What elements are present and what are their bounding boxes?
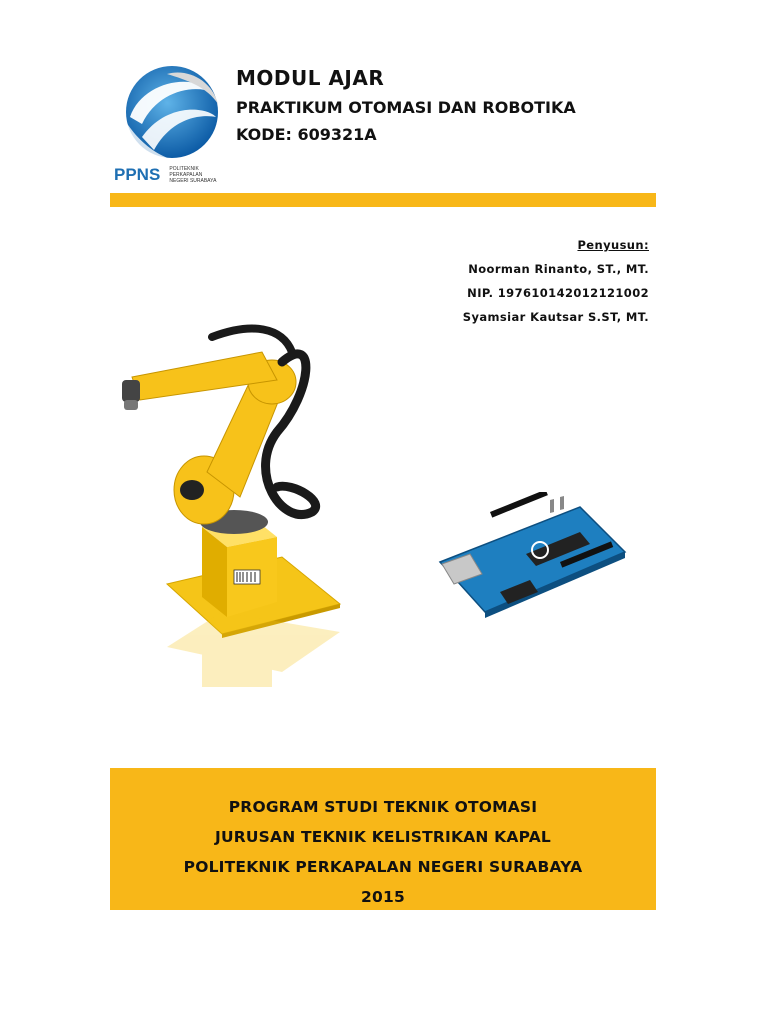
logo-subtitle-3: NEGERI SURABAYA [169,178,217,184]
footer-line-2: JURUSAN TEKNIK KELISTRIKAN KAPAL [215,828,551,846]
logo-brand: PPNS [114,165,161,184]
footer-line-3: POLITEKNIK PERKAPALAN NEGERI SURABAYA [183,858,583,876]
module-title: MODUL AJAR [236,66,385,90]
footer-year: 2015 [361,888,405,906]
logo-text [114,165,216,185]
authors-block [463,233,649,329]
logo-subtitle-1: POLITEKNIK [169,166,199,172]
logo-subtitle-2: PERKAPALAN [169,172,203,178]
arduino-board-icon [430,492,630,632]
author-line-1: Noorman Rinanto, ST., MT. [468,262,649,276]
author-line-3: Syamsiar Kautsar S.ST, MT. [462,310,649,324]
title-block [236,66,576,144]
header-divider-bar [110,193,656,207]
authors-label: Penyusun: [577,238,649,252]
cover-illustration [112,322,632,762]
ppns-logo [112,62,230,192]
author-line-2: NIP. 197610142012121002 [467,286,649,300]
course-name: PRAKTIKUM OTOMASI DAN ROBOTIKA [236,98,576,117]
footer-banner [110,768,656,910]
course-code: KODE: 609321A [236,125,377,144]
footer-line-1: PROGRAM STUDI TEKNIK OTOMASI [228,798,538,816]
